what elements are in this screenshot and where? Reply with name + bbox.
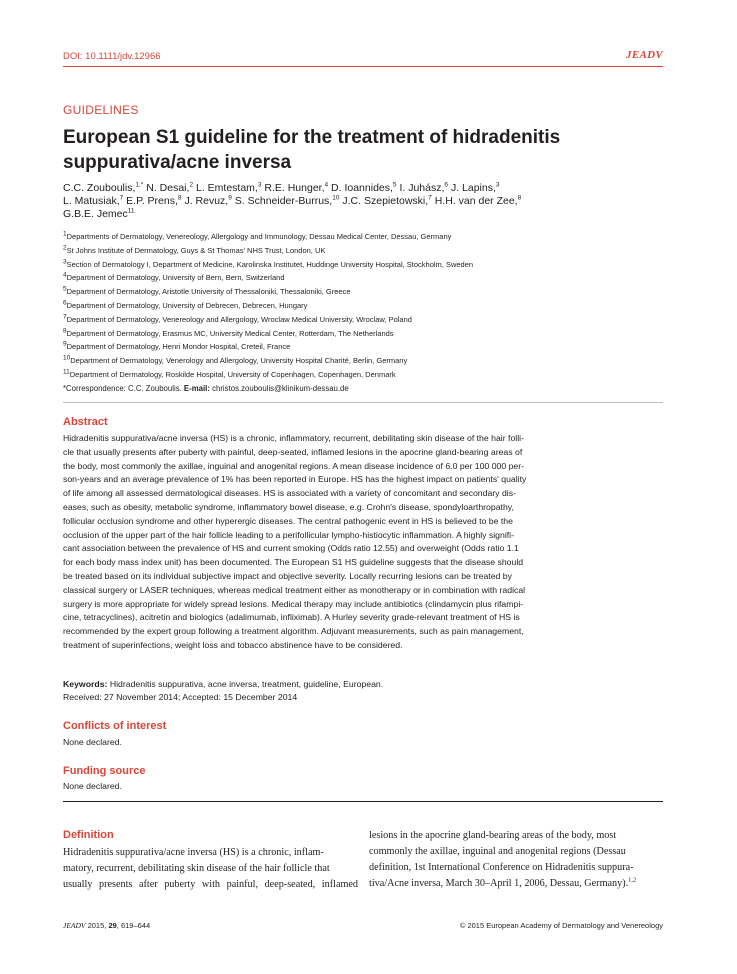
author: N. Desai,$^2$	[143, 181, 194, 194]
author: L. Matusiak,$^7$	[63, 194, 124, 207]
author: S. Schneider-Burrus,$^{10}$	[231, 194, 340, 207]
author: D. Ioannides,$^5$	[328, 181, 397, 194]
footer-citation: JEADV 2015, 29, 619–644	[63, 921, 151, 930]
abstract-line: cine, tetracyclines), acitretin and biologics (adalimumab, infliximab). A Hurley severity grade-relevant treatment of HS is	[63, 612, 520, 623]
abstract-line: cle that usually presents after puberty with painful, deep-seated, inflamed lesions in the apocrine gland-bearing areas of	[63, 446, 523, 457]
author: G.B.E. Jemec$^{11}$	[63, 207, 135, 220]
affiliation: $^9$Department of Dermatology, Henri Mondor Hospital, Creteil, France	[63, 340, 291, 352]
author: R.E. Hunger,$^4$	[261, 181, 329, 194]
abstract-line: recommended by the expert group following a treatment algorithm. Adjuvant measurements, such as pain management,	[63, 626, 524, 637]
author: J.C. Szepietowski,$^7$	[339, 194, 432, 207]
definition-column-right	[369, 828, 663, 892]
affiliation: $^6$Department of Dermatology, University of Debrecen, Debrecen, Hungary	[63, 299, 308, 310]
affiliation: $^{11}$Department of Dermatology, Roskilde Hospital, University of Copenhagen, Copenhagen, Denmark	[63, 368, 396, 379]
body-line: Hidradenitis suppurativa/acne inversa (HS) is a chronic, inflam-	[63, 847, 324, 858]
definition-heading: Definition	[63, 829, 114, 841]
abstract-line: classical surgery or LASER techniques, whereas medical treatment either as monotherapy or in combination with radical	[63, 584, 526, 595]
body-line: commonly the axillae, inguinal and anogenital regions (Dessau	[369, 846, 626, 857]
doi-link[interactable]: DOI: 10.1111/jdv.12966	[63, 51, 161, 62]
article-title	[63, 125, 623, 175]
abstract-line: for each body mass index unit) has been documented. The European S1 HS guideline suggests that the disease should	[63, 557, 524, 568]
body-line: lesions in the apocrine gland-bearing areas of the body, most	[369, 830, 617, 841]
author: L. Emtestam,$^3$	[193, 181, 262, 194]
affiliation: $^5$Department of Dermatology, Aristotle University of Thessaloniki, Thessaloniki, Greece	[63, 285, 351, 297]
journal-tag: JEADV	[626, 49, 663, 61]
body-divider	[63, 801, 663, 802]
abstract-line: of life among all assessed dermatological diseases. HS is associated with a variety of concomitant and secondary dis-	[63, 488, 516, 499]
author: H.H. van der Zee,$^8$	[431, 194, 522, 207]
conflicts-heading: Conflicts of interest	[63, 720, 167, 732]
abstract-line: Hidradenitis suppurativa/acne inversa (HS) is a chronic, inflammatory, recurrent, debilitating skin disease of the hair folli-	[63, 433, 524, 443]
body-line: matory, recurrent, debilitating skin disease of the hair follicle that	[63, 863, 330, 874]
title-line: European S1 guideline for the treatment of hidradenitis	[63, 127, 561, 148]
definition-column-left	[63, 845, 358, 893]
abstract-heading: Abstract	[63, 416, 108, 428]
abstract-line: the body, most commonly the axillae, inguinal and anogenital regions. A mean disease incidence of 6.0 per 100 000 per-	[63, 460, 525, 471]
abstract-line: be treated based on its individual subjective impact and objective severity. Locally recurring lesions can be treated by	[63, 570, 512, 581]
citation-ref[interactable]: 1,2	[628, 876, 637, 884]
funding-text: None declared.	[63, 781, 122, 791]
abstract-line: surgery is more appropriate for widely spread lesions. Medical therapy may include antibiotics (clindamycin plus rifampi-	[63, 598, 524, 609]
body-line: usually presents after puberty with painful, deep-seated, inflamed	[63, 879, 358, 890]
abstract-line: treatment of superinfections, weight loss and tobacco abstinence have to be considered.	[63, 639, 403, 650]
received-dates: Received: 27 November 2014; Accepted: 15 December 2014	[63, 692, 298, 702]
author: C.C. Zouboulis,$^{1,*}$	[63, 181, 144, 194]
body-line: tiva/Acne inversa, March 30–April 1, 2006, Dessau, Germany).$^{1,2}$	[369, 876, 637, 889]
affiliation: $^7$Department of Dermatology, Venereology and Allergology, Wroclaw Medical University, Wroclaw, Poland	[63, 313, 412, 324]
affiliation: $^3$Section of Dermatology I, Department of Medicine, Karolinska Institutet, Huddinge University Hospital, Stockholm, Sweden	[63, 258, 474, 269]
affiliation: $^1$Departments of Dermatology, Venereology, Allergology and Immunology, Dessau Medical Center, Dessau, Germany	[63, 230, 452, 241]
affiliation: $^2$St Johns Institute of Dermatology, Guys & St Thomas' NHS Trust, London, UK	[63, 244, 326, 255]
header-rule	[63, 66, 663, 67]
author: J. Revuz,$^9$	[181, 194, 232, 207]
abstract-line: occlusion of the upper part of the hair follicle leading to a perifollicular lympho-histiocytic inflammation. A highly signifi-	[63, 529, 515, 540]
body-line: definition, 1st International Conference on Hidradenitis suppura-	[369, 862, 634, 873]
affiliation: $^4$Department of Dermatology, University of Bern, Bern, Switzerland	[63, 271, 285, 283]
abstract-body	[63, 432, 663, 653]
abstract-line: eases, such as obesity, metabolic syndrome, inflammatory bowel disease, e.g. Crohn's disease, spondyloarthropathy,	[63, 501, 514, 512]
keywords: Keywords: Hidradenitis suppurativa, acne inversa, treatment, guideline, European.	[63, 679, 384, 689]
conflicts-text: None declared.	[63, 737, 122, 747]
author: I. Juhász,$^6$	[396, 181, 449, 194]
funding-heading: Funding source	[63, 765, 146, 777]
correspondence: *Correspondence: C.C. Zouboulis. E-mail: christos.zouboulis@klinikum-dessau.de	[63, 383, 349, 393]
affiliation: $^8$Department of Dermatology, Erasmus MC, University Medical Center, Rotterdam, The Netherlands	[63, 327, 394, 338]
author: E.P. Prens,$^8$	[123, 194, 182, 207]
author: J. Lapins,$^3$	[448, 181, 500, 194]
affiliation: $^{10}$Department of Dermatology, Venerology and Allergology, University Hospital Charité, Berlin, Germany	[63, 354, 408, 366]
abstract-line: cant association between the prevalence of HS and current smoking (Odds ratio 12.55) and overweight (Odds ratio 1.1	[63, 543, 519, 554]
abstract-line: son-years and an average prevalence of 1% has been reported in Europe. HS has the highest impact on patients' quality	[63, 474, 527, 485]
affiliation-list	[63, 230, 623, 396]
title-line: suppurativa/acne inversa	[63, 152, 292, 173]
section-label: GUIDELINES	[63, 103, 139, 117]
section-divider	[63, 402, 663, 403]
author-list	[63, 182, 603, 221]
abstract-line: follicular occlusion syndrome and other hyperergic diseases. The central pathogenic event in HS is believed to be the	[63, 515, 513, 526]
email-link[interactable]: christos.zouboulis@klinikum-dessau.de	[209, 383, 349, 393]
footer-copyright: © 2015 European Academy of Dermatology and Venereology	[459, 921, 663, 930]
